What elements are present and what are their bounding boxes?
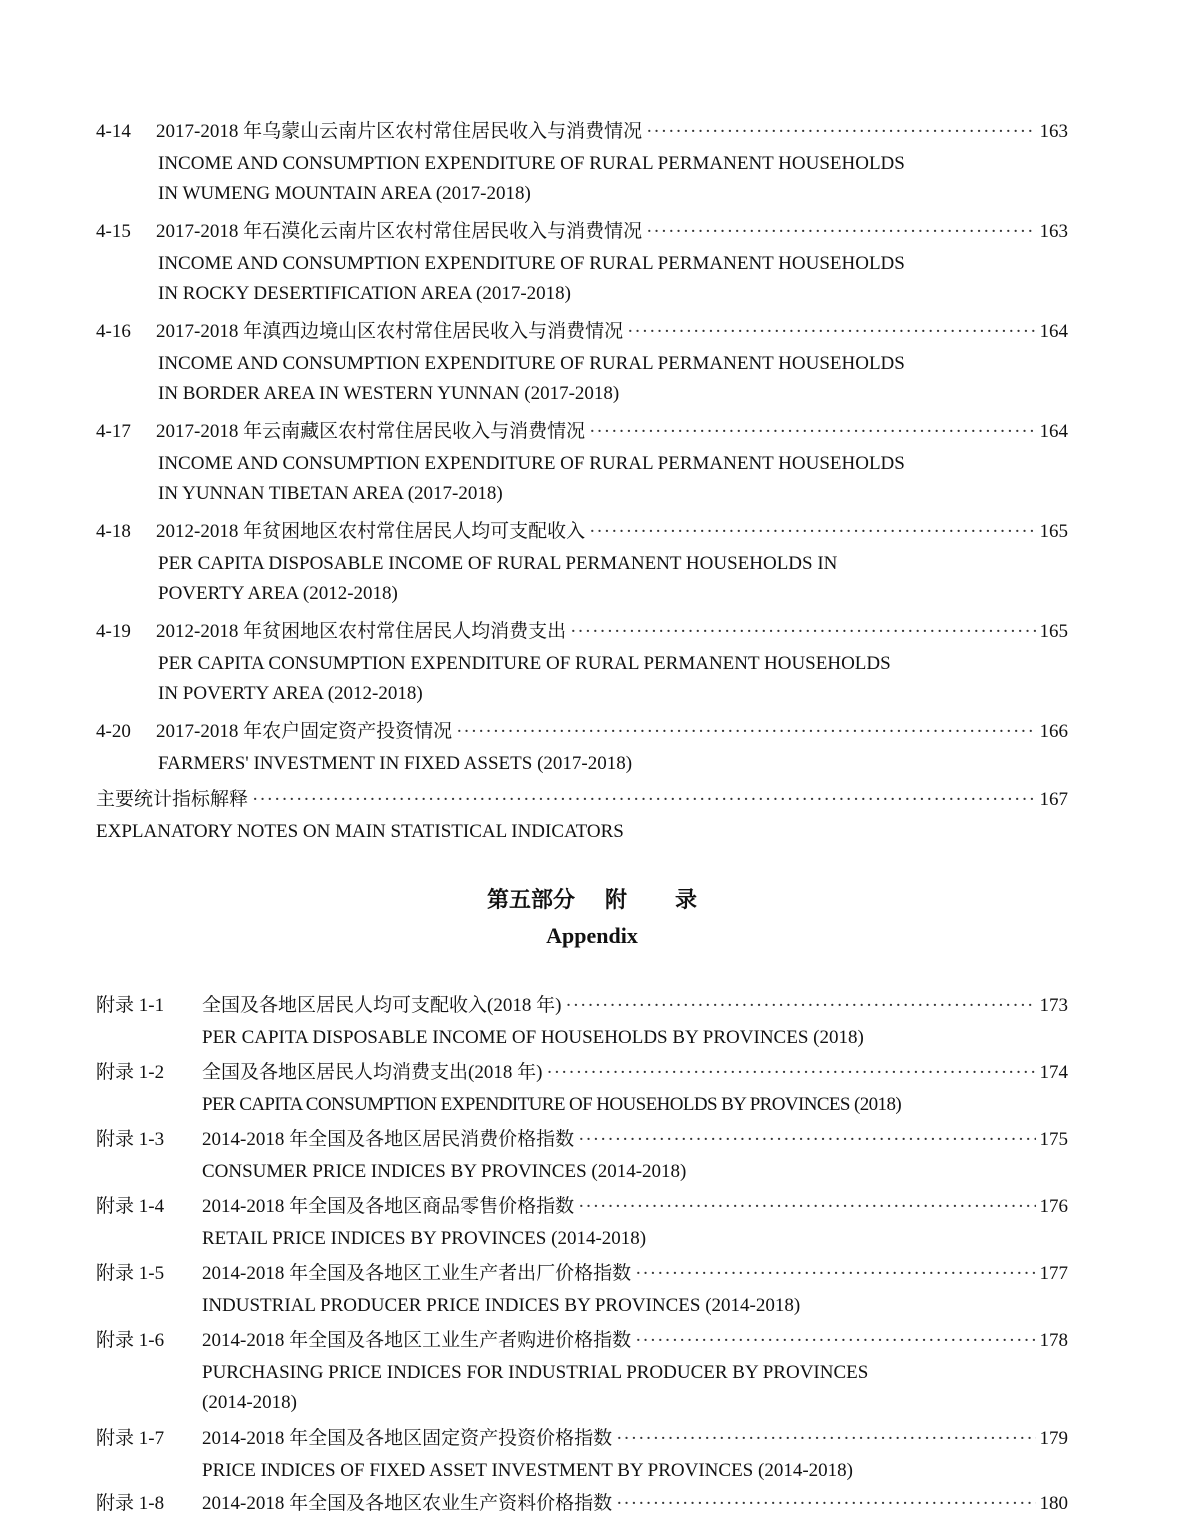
section-title-part: 第五部分 <box>486 888 575 913</box>
entry-title-zh: 主要统计指标解释 <box>96 789 249 810</box>
entry-title-en: IN POVERTY AREA (2012-2018) <box>158 683 423 704</box>
entry-number: 4-19 <box>96 621 131 642</box>
entry-title-en: (2014-2018) <box>202 1392 297 1413</box>
dot-leader <box>616 1428 1035 1450</box>
entry-page: 174 <box>1039 1062 1068 1083</box>
entry-title-zh: 2017-2018 年农户固定资产投资情况 <box>156 721 453 742</box>
entry-number: 4-14 <box>96 121 131 142</box>
entry-number: 附录 1-8 <box>96 1493 165 1514</box>
entry-number: 附录 1-7 <box>96 1428 165 1449</box>
toc-entry-4-20[interactable] <box>96 716 1068 775</box>
section-title-char: 录 <box>675 888 698 913</box>
entry-title-zh: 2014-2018 年全国及各地区工业生产者出厂价格指数 <box>202 1263 632 1284</box>
dot-leader <box>646 221 1035 243</box>
entry-page: 163 <box>1039 121 1068 142</box>
section-title <box>0 883 1184 914</box>
entry-title-zh: 2017-2018 年乌蒙山云南片区农村常住居民收入与消费情况 <box>156 121 643 142</box>
entry-title-zh: 全国及各地区居民人均可支配收入(2018 年) <box>202 995 562 1016</box>
entry-title-en: PER CAPITA CONSUMPTION EXPENDITURE OF HOUSEHOLDS BY PROVINCES (2018) <box>202 1094 902 1115</box>
toc-entry-appendix-1-5[interactable] <box>96 1258 1068 1317</box>
dot-leader <box>616 1493 1035 1515</box>
entry-title-en: PURCHASING PRICE INDICES FOR INDUSTRIAL PRODUCER BY PROVINCES <box>202 1362 869 1383</box>
entry-number: 附录 1-6 <box>96 1330 165 1351</box>
entry-title-en: INCOME AND CONSUMPTION EXPENDITURE OF RURAL PERMANENT HOUSEHOLDS <box>158 153 905 174</box>
entry-title-zh: 2014-2018 年全国及各地区农业生产资料价格指数 <box>202 1493 613 1514</box>
entry-number: 附录 1-5 <box>96 1263 165 1284</box>
toc-entry-appendix-1-6[interactable] <box>96 1325 1068 1414</box>
entry-number: 附录 1-4 <box>96 1196 165 1217</box>
entry-page: 166 <box>1039 721 1068 742</box>
section-subtitle: Appendix <box>546 923 638 948</box>
entry-title-en: PER CAPITA CONSUMPTION EXPENDITURE OF RURAL PERMANENT HOUSEHOLDS <box>158 653 891 674</box>
dot-leader <box>627 321 1035 343</box>
toc-entry-appendix-1-3[interactable] <box>96 1124 1068 1183</box>
toc-entry-appendix-1-1[interactable] <box>96 990 1068 1049</box>
entry-number: 4-18 <box>96 521 131 542</box>
dot-leader <box>546 1062 1035 1084</box>
entry-title-zh: 2012-2018 年贫困地区农村常住居民人均消费支出 <box>156 621 567 642</box>
entry-title-en: PRICE INDICES OF FIXED ASSET INVESTMENT BY PROVINCES (2014-2018) <box>202 1460 853 1481</box>
entry-title-en: PER CAPITA DISPOSABLE INCOME OF RURAL PERMANENT HOUSEHOLDS IN <box>158 553 838 574</box>
toc-entry-4-17[interactable] <box>96 416 1068 505</box>
entry-title-en: INCOME AND CONSUMPTION EXPENDITURE OF RURAL PERMANENT HOUSEHOLDS <box>158 253 905 274</box>
entry-title-zh: 2017-2018 年石漠化云南片区农村常住居民收入与消费情况 <box>156 221 643 242</box>
toc-entry-appendix-1-2[interactable] <box>96 1057 1068 1116</box>
entry-title-en: FARMERS' INVESTMENT IN FIXED ASSETS (2017-2018) <box>158 753 633 774</box>
toc-entry-4-16[interactable] <box>96 316 1068 405</box>
toc-entry-appendix-1-8[interactable] <box>96 1488 1068 1515</box>
entry-page: 178 <box>1039 1330 1068 1351</box>
entry-title-zh: 2014-2018 年全国及各地区居民消费价格指数 <box>202 1129 575 1150</box>
entry-page: 173 <box>1039 995 1068 1016</box>
entry-title-en: IN YUNNAN TIBETAN AREA (2017-2018) <box>158 483 503 504</box>
dot-leader <box>570 621 1035 643</box>
entry-number: 附录 1-3 <box>96 1129 165 1150</box>
dot-leader <box>589 521 1035 543</box>
entry-page: 179 <box>1039 1428 1068 1449</box>
entry-title-en: RETAIL PRICE INDICES BY PROVINCES (2014-2018) <box>202 1228 647 1249</box>
dot-leader <box>578 1196 1035 1218</box>
entry-title-en: INDUSTRIAL PRODUCER PRICE INDICES BY PROVINCES (2014-2018) <box>202 1295 801 1316</box>
entry-number: 4-16 <box>96 321 131 342</box>
entry-page: 165 <box>1039 521 1068 542</box>
entry-number: 附录 1-1 <box>96 995 165 1016</box>
entry-title-zh: 2014-2018 年全国及各地区工业生产者购进价格指数 <box>202 1330 632 1351</box>
section-title-char: 附 <box>604 888 627 913</box>
entry-title-zh: 全国及各地区居民人均消费支出(2018 年) <box>202 1062 543 1083</box>
entry-page: 163 <box>1039 221 1068 242</box>
entry-title-zh: 2017-2018 年滇西边境山区农村常住居民收入与消费情况 <box>156 321 624 342</box>
entry-title-zh: 2012-2018 年贫困地区农村常住居民人均可支配收入 <box>156 521 586 542</box>
toc-entry-4-18[interactable] <box>96 516 1068 605</box>
toc-entry-4-19[interactable] <box>96 616 1068 705</box>
entry-title-en: IN BORDER AREA IN WESTERN YUNNAN (2017-2018) <box>158 383 620 404</box>
dot-leader <box>252 789 1035 811</box>
entry-title-en: POVERTY AREA (2012-2018) <box>158 583 398 604</box>
entry-page: 164 <box>1039 421 1068 442</box>
entry-page: 180 <box>1039 1493 1068 1514</box>
entry-page: 175 <box>1039 1129 1068 1150</box>
entry-title-en: IN ROCKY DESERTIFICATION AREA (2017-2018) <box>158 283 571 304</box>
toc-entry-appendix-1-7[interactable] <box>96 1423 1068 1482</box>
entry-title-en: INCOME AND CONSUMPTION EXPENDITURE OF RURAL PERMANENT HOUSEHOLDS <box>158 353 905 374</box>
dot-leader <box>589 421 1035 443</box>
entry-number: 4-20 <box>96 721 131 742</box>
dot-leader <box>635 1263 1035 1285</box>
entry-title-zh: 2014-2018 年全国及各地区商品零售价格指数 <box>202 1196 575 1217</box>
entry-number: 4-17 <box>96 421 131 442</box>
entry-page: 176 <box>1039 1196 1068 1217</box>
entry-title-en: INCOME AND CONSUMPTION EXPENDITURE OF RURAL PERMANENT HOUSEHOLDS <box>158 453 905 474</box>
toc-entry-4-15[interactable] <box>96 216 1068 305</box>
entry-page: 177 <box>1039 1263 1068 1284</box>
dot-leader <box>646 121 1035 143</box>
entry-page: 164 <box>1039 321 1068 342</box>
entry-title-en: CONSUMER PRICE INDICES BY PROVINCES (2014-2018) <box>202 1161 687 1182</box>
toc-entry-notes[interactable] <box>96 784 1068 843</box>
entry-title-en: IN WUMENG MOUNTAIN AREA (2017-2018) <box>158 183 531 204</box>
entry-title-zh: 2017-2018 年云南藏区农村常住居民收入与消费情况 <box>156 421 586 442</box>
entry-number: 4-15 <box>96 221 131 242</box>
dot-leader <box>578 1129 1035 1151</box>
dot-leader <box>635 1330 1035 1352</box>
entry-page: 167 <box>1039 789 1068 810</box>
dot-leader <box>565 995 1035 1017</box>
entry-title-zh: 2014-2018 年全国及各地区固定资产投资价格指数 <box>202 1428 613 1449</box>
entry-title-en: EXPLANATORY NOTES ON MAIN STATISTICAL INDICATORS <box>96 821 624 842</box>
entry-page: 165 <box>1039 621 1068 642</box>
dot-leader <box>456 721 1035 743</box>
toc-entry-4-14[interactable] <box>96 116 1068 205</box>
entry-number: 附录 1-2 <box>96 1062 165 1083</box>
toc-entry-appendix-1-4[interactable] <box>96 1191 1068 1250</box>
entry-title-en: PER CAPITA DISPOSABLE INCOME OF HOUSEHOLDS BY PROVINCES (2018) <box>202 1027 864 1048</box>
